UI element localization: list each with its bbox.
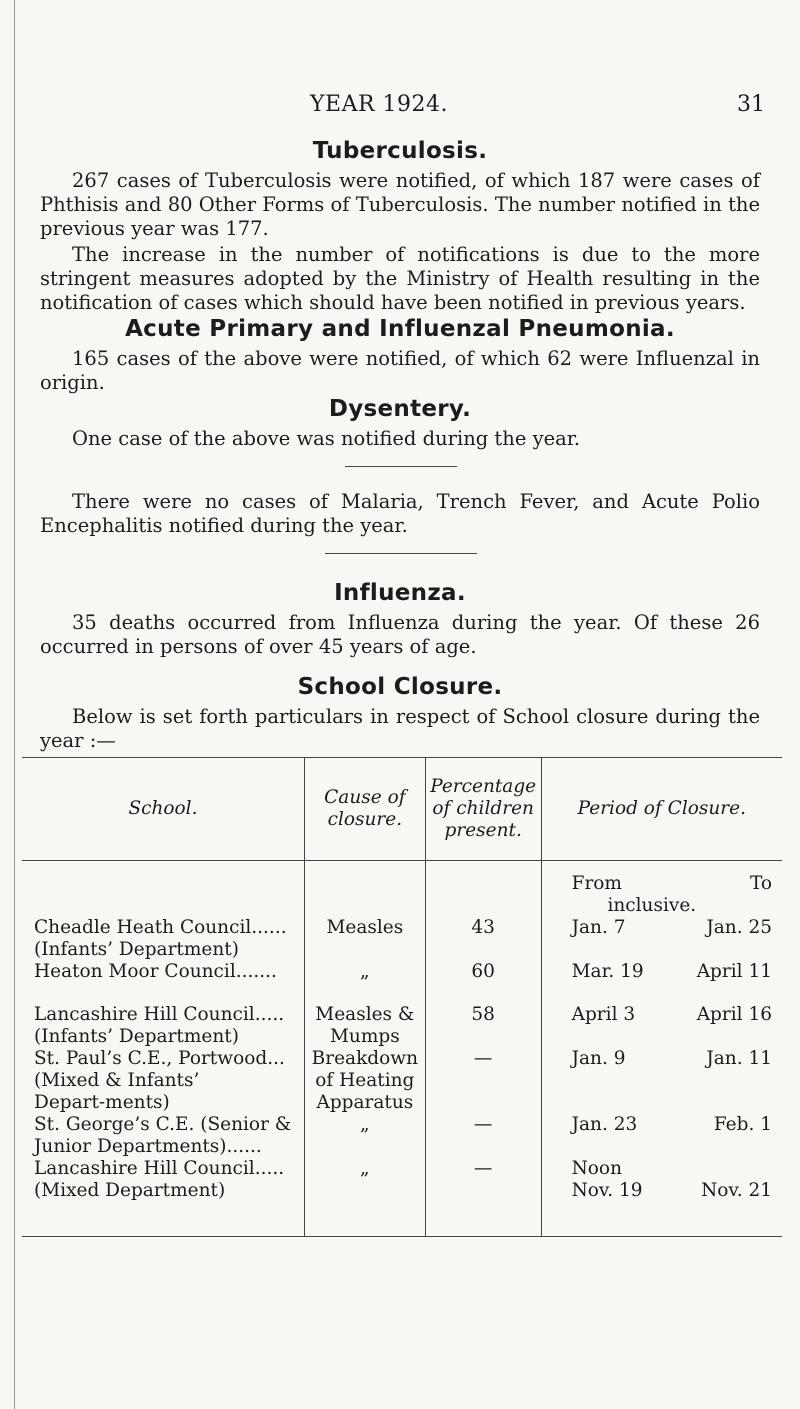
school-department: (Mixed Department) bbox=[34, 1180, 226, 1201]
percentage-cell: 58 bbox=[425, 983, 541, 1048]
heading-pneumonia: Acute Primary and Influenzal Pneumonia. bbox=[125, 316, 675, 342]
period-values bbox=[542, 917, 782, 939]
period-cell bbox=[541, 861, 782, 962]
tuberculosis-paragraph-1: 267 cases of Tuberculosis were notified, of which 187 were cases of Phthisis and 80 Other Forms of Tuberculosis. The number notified in the previous year was 177. bbox=[40, 169, 760, 240]
percentage-cell: — bbox=[425, 1158, 541, 1237]
period-to: Jan. 11 bbox=[706, 1048, 772, 1069]
influenza-paragraph: 35 deaths occurred from Influenza during the year. Of these 26 occurred in persons of over 45 years of age. bbox=[40, 611, 760, 658]
period-inclusive-label: inclusive. bbox=[607, 895, 697, 916]
period-cell bbox=[541, 1114, 782, 1158]
others-paragraph: There were no cases of Malaria, Trench Fever, and Acute Polio Encephalitis notified during the year. bbox=[40, 490, 760, 537]
period-values bbox=[542, 1048, 782, 1070]
running-title: YEAR 1924. bbox=[310, 92, 449, 117]
school-closure-table bbox=[22, 757, 782, 1237]
cause-cell: „ bbox=[304, 1158, 425, 1237]
period-from: Jan. 23 bbox=[571, 1114, 638, 1135]
school-cell bbox=[22, 983, 304, 1048]
heading-dysentery: Dysentery. bbox=[328, 396, 472, 422]
period-cell bbox=[541, 1158, 782, 1237]
heading-school-closure: School Closure. bbox=[297, 674, 503, 700]
page-edge-line bbox=[14, 0, 15, 1409]
school-name: Lancashire Hill Council..... bbox=[34, 1004, 285, 1025]
period-values bbox=[542, 1180, 782, 1202]
table-header-row bbox=[22, 758, 782, 861]
tuberculosis-paragraph-2: The increase in the number of notifications is due to the more stringent measures adopted by the Ministry of Health resulting in the notification of cases which should have been notified in previous years. bbox=[40, 243, 760, 314]
heading-tuberculosis: Tuberculosis. bbox=[312, 138, 488, 164]
school-name: St. Paul’s C.E., Portwood... bbox=[34, 1048, 285, 1069]
percentage-cell: — bbox=[425, 1048, 541, 1114]
school-department: Junior Departments)...... bbox=[34, 1136, 262, 1157]
period-values bbox=[542, 1114, 782, 1136]
heading-influenza: Influenza. bbox=[334, 580, 466, 606]
table-row bbox=[22, 1048, 782, 1114]
period-from: Mar. 19 bbox=[571, 961, 644, 982]
header-cause: Cause of closure. bbox=[304, 758, 425, 861]
dysentery-paragraph: One case of the above was notified during the year. bbox=[72, 427, 581, 450]
period-from: Jan. 9 bbox=[571, 1048, 626, 1069]
header-period: Period of Closure. bbox=[541, 758, 782, 861]
period-from: Jan. 7 bbox=[571, 917, 626, 938]
cause-cell: Measles bbox=[304, 861, 425, 962]
period-cell bbox=[541, 961, 782, 983]
table-row bbox=[22, 861, 782, 962]
header-school: School. bbox=[22, 758, 304, 861]
section-divider bbox=[325, 553, 477, 554]
period-from: Nov. 19 bbox=[571, 1180, 643, 1201]
period-to: April 11 bbox=[696, 961, 772, 982]
table-row bbox=[22, 1158, 782, 1237]
school-closure-paragraph: Below is set forth particulars in respect of School closure during the year :— bbox=[40, 705, 760, 752]
school-cell bbox=[22, 1114, 304, 1158]
school-department: (Infants’ Department) bbox=[34, 939, 239, 960]
cause-cell: „ bbox=[304, 1114, 425, 1158]
period-note: Noon bbox=[571, 1158, 622, 1179]
period-cell bbox=[541, 1048, 782, 1114]
school-department: (Mixed & Infants’ Depart-ments) bbox=[34, 1070, 200, 1113]
school-department: (Infants’ Department) bbox=[34, 1026, 239, 1047]
period-to: Jan. 25 bbox=[706, 917, 772, 938]
school-name: Lancashire Hill Council..... bbox=[34, 1158, 285, 1179]
period-labels bbox=[542, 873, 782, 895]
percentage-cell: 43 bbox=[425, 861, 541, 962]
pneumonia-paragraph: 165 cases of the above were notified, of which 62 were Influenzal in origin. bbox=[40, 347, 760, 394]
cause-cell: Breakdown of Heating Apparatus bbox=[304, 1048, 425, 1114]
period-from: April 3 bbox=[571, 1004, 636, 1025]
school-name: Heaton Moor Council....... bbox=[34, 961, 277, 982]
period-from-label: From bbox=[571, 873, 622, 894]
table-row bbox=[22, 983, 782, 1048]
school-name: St. George’s C.E. (Senior & bbox=[34, 1114, 292, 1135]
cause-cell: Measles & Mumps bbox=[304, 983, 425, 1048]
period-values bbox=[542, 961, 782, 983]
header-percentage: Percentage of children present. bbox=[425, 758, 541, 861]
school-cell bbox=[22, 1158, 304, 1237]
period-to: Feb. 1 bbox=[713, 1114, 772, 1135]
cause-cell: „ bbox=[304, 961, 425, 983]
table-row bbox=[22, 1114, 782, 1158]
period-to: Nov. 21 bbox=[701, 1180, 772, 1201]
table-row bbox=[22, 961, 782, 983]
school-cell bbox=[22, 961, 304, 983]
page-number: 31 bbox=[737, 92, 765, 117]
period-cell bbox=[541, 983, 782, 1048]
page-header bbox=[0, 92, 800, 132]
period-to: April 16 bbox=[696, 1004, 772, 1025]
percentage-cell: 60 bbox=[425, 961, 541, 983]
school-cell bbox=[22, 1048, 304, 1114]
percentage-cell: — bbox=[425, 1114, 541, 1158]
period-values bbox=[542, 1004, 782, 1026]
school-cell bbox=[22, 861, 304, 962]
section-divider bbox=[345, 466, 457, 467]
school-name: Cheadle Heath Council...... bbox=[34, 917, 287, 938]
period-to-label: To bbox=[749, 873, 772, 894]
